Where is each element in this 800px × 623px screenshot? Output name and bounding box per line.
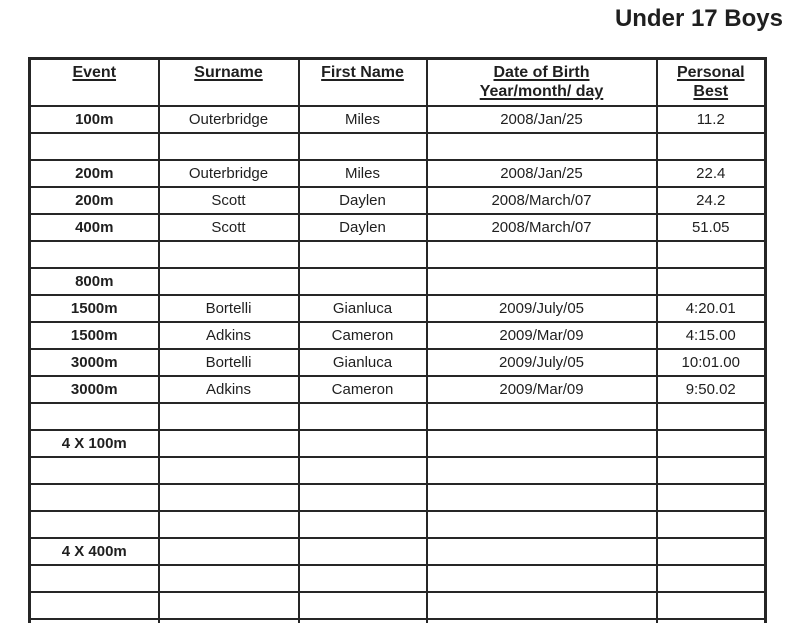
column-header-first-name xyxy=(299,59,427,107)
table-row xyxy=(30,295,766,322)
cell-surname xyxy=(159,430,299,457)
cell-first-name xyxy=(299,592,427,619)
table-row xyxy=(30,511,766,538)
cell-date-of-birth xyxy=(427,241,657,268)
cell-event: 800m xyxy=(30,268,159,295)
table-row xyxy=(30,619,766,623)
cell-date-of-birth xyxy=(427,592,657,619)
cell-personal-best: 4:15.00 xyxy=(657,322,766,349)
cell-first-name xyxy=(299,565,427,592)
cell-surname xyxy=(159,403,299,430)
header-label-surname: Surname xyxy=(194,64,263,81)
cell-event: 3000m xyxy=(30,376,159,403)
table-body xyxy=(30,106,766,623)
cell-personal-best xyxy=(657,511,766,538)
cell-personal-best: 22.4 xyxy=(657,160,766,187)
cell-first-name xyxy=(299,484,427,511)
cell-surname xyxy=(159,511,299,538)
cell-first-name xyxy=(299,457,427,484)
cell-date-of-birth: 2008/March/07 xyxy=(427,187,657,214)
cell-surname xyxy=(159,241,299,268)
cell-personal-best xyxy=(657,133,766,160)
cell-first-name: Miles xyxy=(299,160,427,187)
cell-date-of-birth xyxy=(427,403,657,430)
cell-surname xyxy=(159,538,299,565)
cell-date-of-birth: 2008/Jan/25 xyxy=(427,160,657,187)
cell-first-name: Gianluca xyxy=(299,295,427,322)
cell-surname xyxy=(159,484,299,511)
cell-date-of-birth xyxy=(427,538,657,565)
header-label-personal: Personal xyxy=(676,64,745,81)
table-row xyxy=(30,349,766,376)
table-row xyxy=(30,403,766,430)
table-row xyxy=(30,484,766,511)
cell-personal-best xyxy=(657,592,766,619)
header-row xyxy=(30,59,766,107)
cell-surname: Scott xyxy=(159,214,299,241)
cell-first-name xyxy=(299,133,427,160)
table-row xyxy=(30,133,766,160)
page-title: Under 17 Boys xyxy=(614,5,783,32)
cell-personal-best xyxy=(657,403,766,430)
cell-first-name xyxy=(299,538,427,565)
table-row xyxy=(30,322,766,349)
cell-personal-best: 9:50.02 xyxy=(657,376,766,403)
column-header-event xyxy=(30,59,159,107)
cell-date-of-birth: 2009/July/05 xyxy=(427,295,657,322)
cell-date-of-birth xyxy=(427,565,657,592)
cell-date-of-birth xyxy=(427,430,657,457)
table-row xyxy=(30,187,766,214)
cell-first-name: Cameron xyxy=(299,322,427,349)
cell-surname xyxy=(159,133,299,160)
table-row xyxy=(30,160,766,187)
cell-surname: Adkins xyxy=(159,376,299,403)
column-header-personal-best xyxy=(657,59,766,107)
cell-surname: Outerbridge xyxy=(159,106,299,133)
cell-event xyxy=(30,457,159,484)
table-row xyxy=(30,457,766,484)
cell-personal-best xyxy=(657,241,766,268)
athletes-table xyxy=(28,57,767,623)
cell-event: 200m xyxy=(30,187,159,214)
cell-date-of-birth xyxy=(427,619,657,623)
cell-event xyxy=(30,133,159,160)
cell-personal-best xyxy=(657,565,766,592)
cell-event: 4 X 100m xyxy=(30,430,159,457)
cell-event: 100m xyxy=(30,106,159,133)
cell-first-name: Daylen xyxy=(299,187,427,214)
cell-first-name: Daylen xyxy=(299,214,427,241)
cell-first-name: Gianluca xyxy=(299,349,427,376)
table-row xyxy=(30,106,766,133)
header-label-first-name: First Name xyxy=(321,64,404,81)
cell-personal-best xyxy=(657,268,766,295)
cell-first-name xyxy=(299,241,427,268)
cell-personal-best xyxy=(657,484,766,511)
header-label-date-of-birth: Date of Birth xyxy=(493,64,590,81)
cell-personal-best: 24.2 xyxy=(657,187,766,214)
cell-personal-best: 11.2 xyxy=(657,106,766,133)
header-label-date-format: Year/month/ day xyxy=(479,83,604,100)
cell-first-name xyxy=(299,430,427,457)
cell-event: 400m xyxy=(30,214,159,241)
cell-first-name xyxy=(299,511,427,538)
cell-date-of-birth xyxy=(427,511,657,538)
table-row xyxy=(30,430,766,457)
cell-personal-best xyxy=(657,457,766,484)
cell-surname xyxy=(159,619,299,623)
cell-event xyxy=(30,565,159,592)
table-row xyxy=(30,376,766,403)
table-row xyxy=(30,268,766,295)
cell-personal-best: 10:01.00 xyxy=(657,349,766,376)
cell-personal-best xyxy=(657,430,766,457)
cell-first-name: Miles xyxy=(299,106,427,133)
cell-event xyxy=(30,511,159,538)
cell-personal-best xyxy=(657,619,766,623)
cell-surname xyxy=(159,457,299,484)
cell-event xyxy=(30,403,159,430)
header-label-best: Best xyxy=(693,83,729,100)
table-row xyxy=(30,538,766,565)
cell-event xyxy=(30,241,159,268)
cell-first-name: Cameron xyxy=(299,376,427,403)
cell-surname xyxy=(159,268,299,295)
cell-date-of-birth: 2008/March/07 xyxy=(427,214,657,241)
cell-date-of-birth xyxy=(427,484,657,511)
cell-date-of-birth: 2008/Jan/25 xyxy=(427,106,657,133)
cell-event xyxy=(30,619,159,623)
column-header-surname xyxy=(159,59,299,107)
column-header-date-of-birth xyxy=(427,59,657,107)
header-label-event: Event xyxy=(72,64,117,81)
cell-personal-best: 4:20.01 xyxy=(657,295,766,322)
cell-event: 1500m xyxy=(30,295,159,322)
cell-personal-best: 51.05 xyxy=(657,214,766,241)
cell-surname: Bortelli xyxy=(159,295,299,322)
cell-event xyxy=(30,484,159,511)
cell-first-name xyxy=(299,268,427,295)
table-row xyxy=(30,214,766,241)
table-row xyxy=(30,241,766,268)
cell-date-of-birth xyxy=(427,457,657,484)
cell-personal-best xyxy=(657,538,766,565)
cell-event xyxy=(30,592,159,619)
cell-first-name xyxy=(299,619,427,623)
cell-date-of-birth xyxy=(427,133,657,160)
cell-date-of-birth: 2009/Mar/09 xyxy=(427,376,657,403)
cell-date-of-birth: 2009/Mar/09 xyxy=(427,322,657,349)
cell-date-of-birth xyxy=(427,268,657,295)
cell-surname: Scott xyxy=(159,187,299,214)
table-row xyxy=(30,592,766,619)
cell-date-of-birth: 2009/July/05 xyxy=(427,349,657,376)
cell-first-name xyxy=(299,403,427,430)
table-row xyxy=(30,565,766,592)
cell-surname xyxy=(159,565,299,592)
cell-event: 4 X 400m xyxy=(30,538,159,565)
cell-event: 3000m xyxy=(30,349,159,376)
cell-surname: Adkins xyxy=(159,322,299,349)
cell-event: 1500m xyxy=(30,322,159,349)
cell-surname: Bortelli xyxy=(159,349,299,376)
cell-surname xyxy=(159,592,299,619)
cell-surname: Outerbridge xyxy=(159,160,299,187)
cell-event: 200m xyxy=(30,160,159,187)
